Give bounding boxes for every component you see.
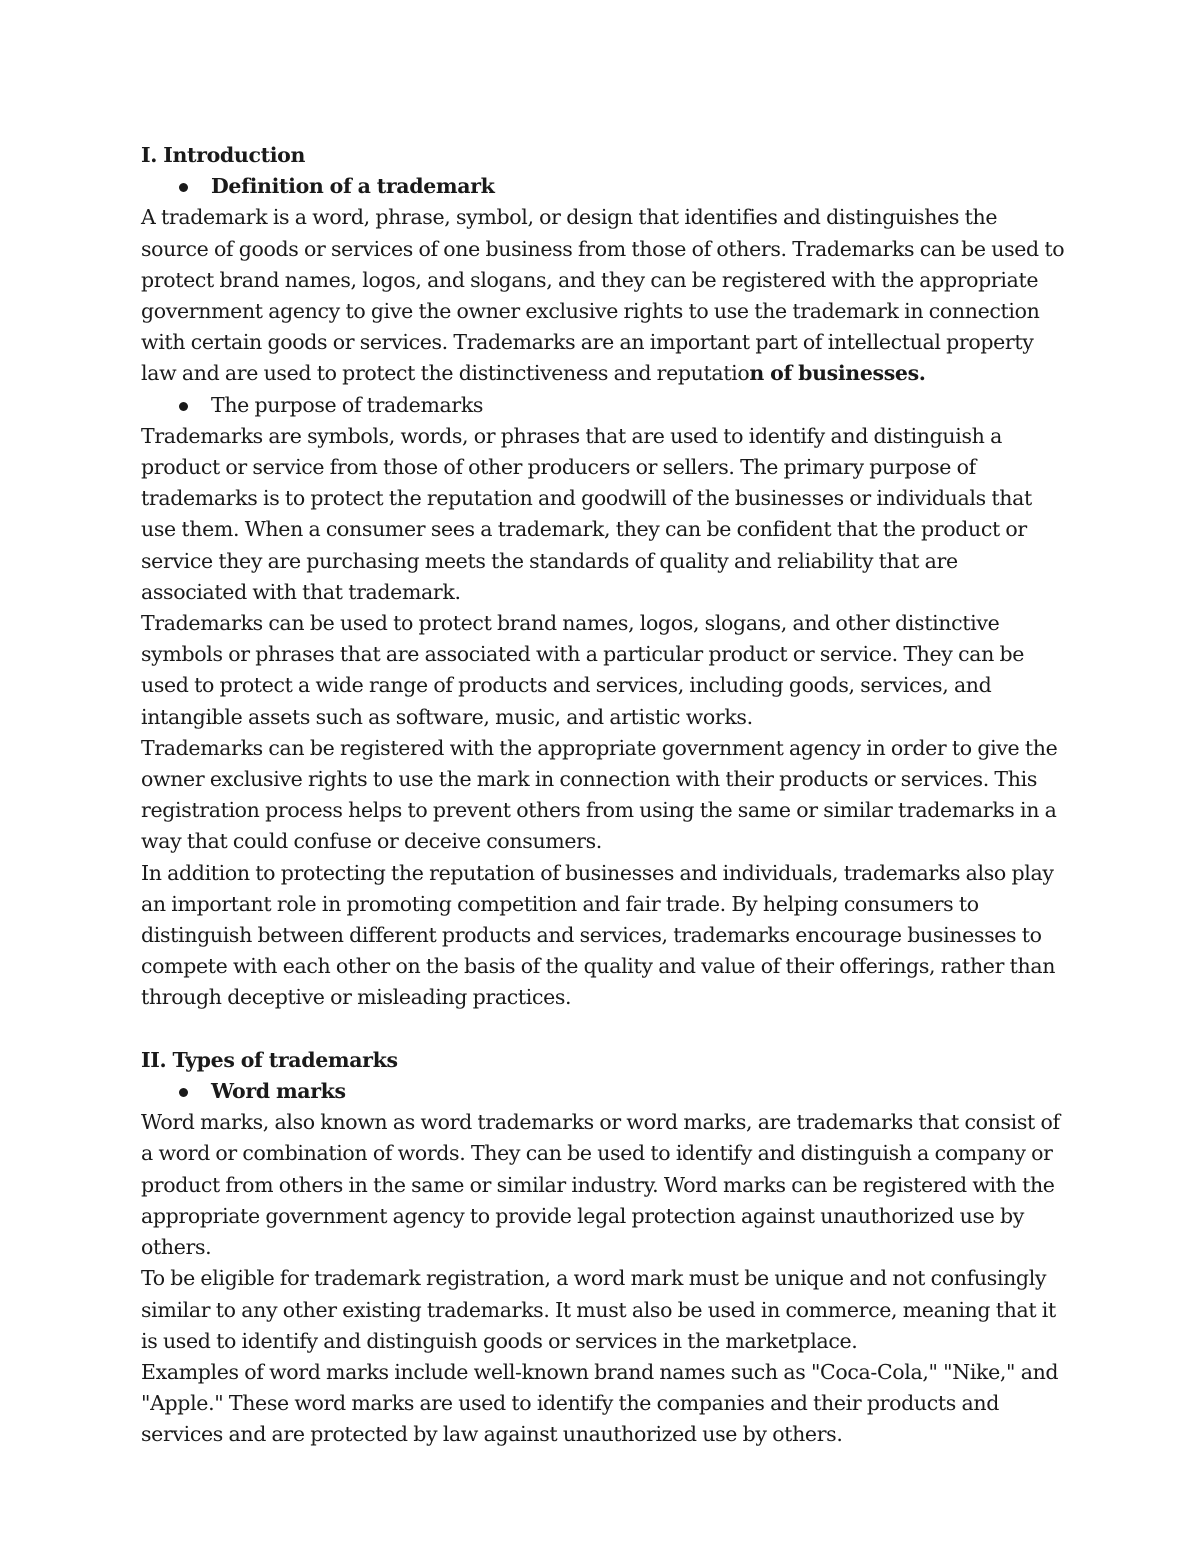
bullet-icon <box>179 1088 188 1097</box>
section-heading-introduction: I. Introduction <box>141 143 306 167</box>
paragraph-definition <box>141 202 1066 389</box>
paragraph-word-marks-definition: Word marks, also known as word trademarks or word marks, are trademarks that consist of a word or combination of words. They can be used to identify and distinguish a company or product from others in the same or similar industry. Word marks can be registered with the appropriate government agency to provide legal protection against unauthorized use by others. <box>141 1110 1060 1260</box>
document-page <box>141 140 1066 1451</box>
bullet-purpose-of-trademarks <box>141 390 1066 421</box>
paragraph-bold-tail: n of businesses. <box>749 361 926 386</box>
bullet-label: The purpose of trademarks <box>211 392 484 417</box>
paragraph-word-marks-eligibility: To be eligible for trademark registration, a word mark must be unique and not confusingly similar to any other existing trademarks. It must also be used in commerce, meaning that it is used to identify and distinguish goods or services in the marketplace. <box>141 1266 1056 1353</box>
bullet-label: Word marks <box>211 1079 346 1104</box>
bullet-label: Definition of a trademark <box>211 174 495 199</box>
bullet-word-marks <box>141 1076 1066 1107</box>
paragraph-competition: In addition to protecting the reputation of businesses and individuals, trademarks also play an important role in promoting competition and fair trade. By helping consumers to distinguish between different products and services, trademarks encourage businesses to compete with each other on the basis of the quality and value of their offerings, rather than through deceptive or misleading practices. <box>141 860 1056 1010</box>
bullet-icon <box>179 402 188 411</box>
section-heading-types: II. Types of trademarks <box>141 1047 398 1072</box>
section-spacer <box>141 1014 1066 1045</box>
paragraph-registration: Trademarks can be registered with the appropriate government agency in order to give the owner exclusive rights to use the mark in connection with their products or services. This registration process helps to prevent others from using the same or similar trademarks in a way that could confuse or deceive consumers. <box>141 735 1058 854</box>
paragraph-word-marks-examples: Examples of word marks include well-known brand names such as "Coca-Cola," "Nike," and "Apple." These word marks are used to identify the companies and their products and services and are protected by law against unauthorized use by others. <box>141 1359 1059 1447</box>
bullet-definition-of-trademark <box>141 171 1066 202</box>
paragraph-text: A trademark is a word, phrase, symbol, or design that identifies and distinguishes the source of goods or services of one business from those of others. Trademarks can be used to protect brand names, logos, and slogans, and they can be registered with the appropriate government agency to give the owner exclusive rights to use the trademark in connection with certain goods or services. Trademarks are an important part of intellectual property law and are used to protect the distinctiveness and reputatio <box>141 205 1065 386</box>
paragraph-brand-protection: Trademarks can be used to protect brand names, logos, slogans, and other distinctive symbols or phrases that are associated with a particular product or service. They can be used to protect a wide range of products and services, including goods, services, and intangible assets such as software, music, and artistic works. <box>141 611 1025 729</box>
bullet-icon <box>179 183 188 192</box>
paragraph-purpose: Trademarks are symbols, words, or phrases that are used to identify and distinguish a product or service from those of other producers or sellers. The primary purpose of trademarks is to protect the reputation and goodwill of the businesses or individuals that use them. When a consumer sees a trademark, they can be confident that the product or service they are purchasing meets the standards of quality and reliability that are associated with that trademark. <box>141 423 1032 604</box>
